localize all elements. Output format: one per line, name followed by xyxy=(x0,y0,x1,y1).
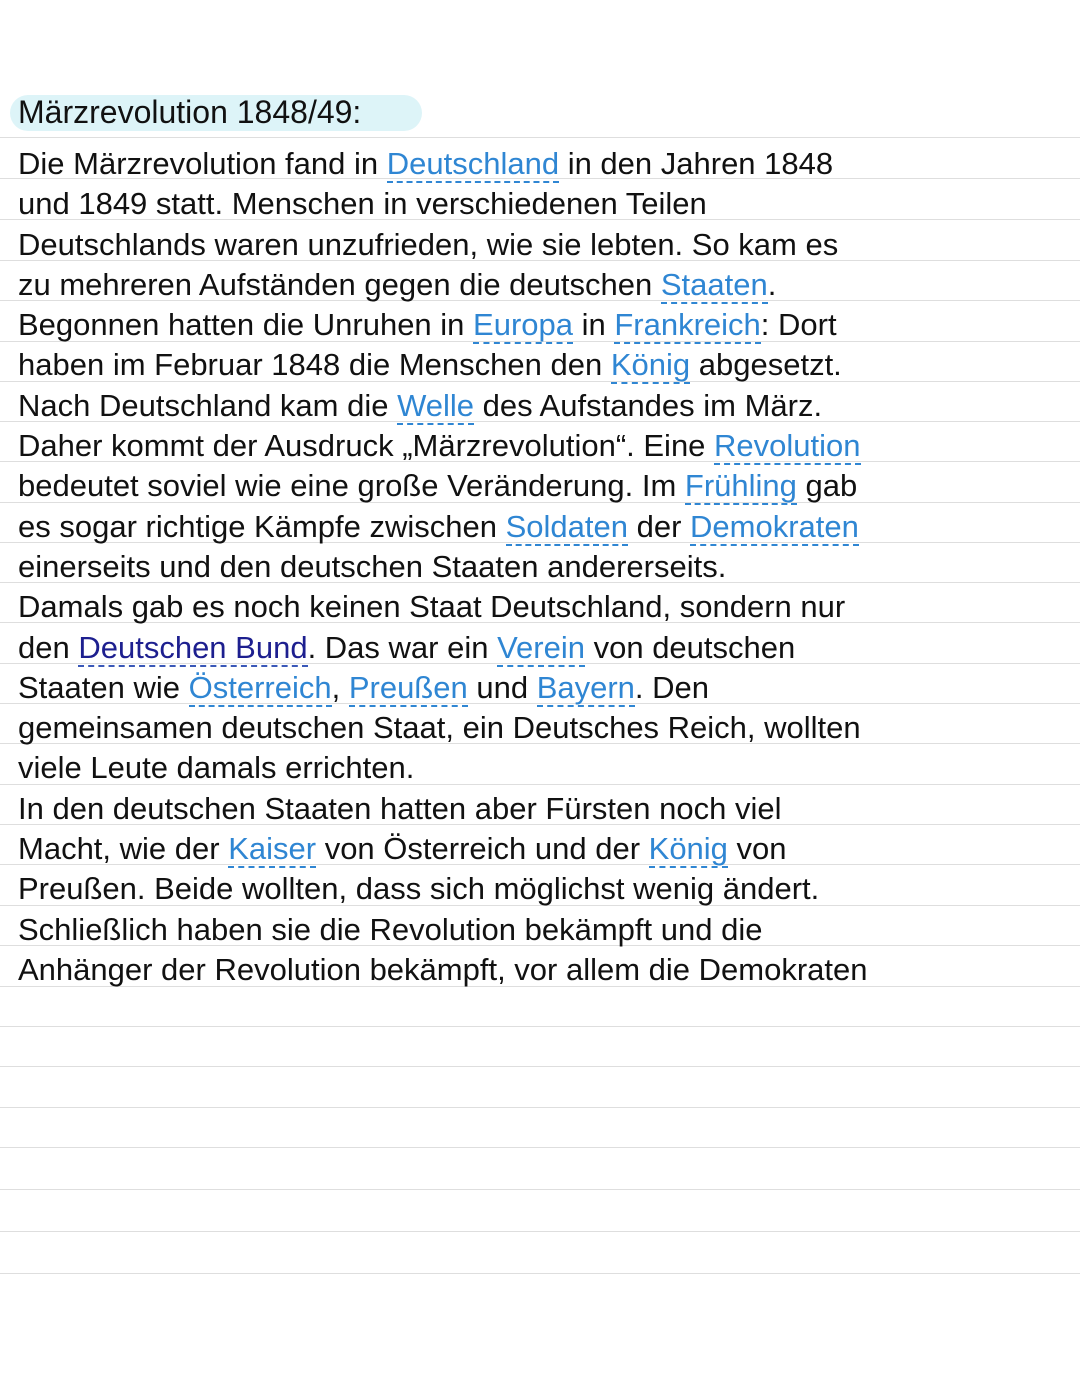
glossary-link[interactable]: Österreich xyxy=(188,669,332,705)
body-text xyxy=(18,144,1068,990)
text-segment: Nach Deutschland kam die xyxy=(18,387,398,423)
glossary-link[interactable]: König xyxy=(610,347,691,383)
text-segment: haben im Februar 1848 die Menschen den xyxy=(18,347,611,383)
glossary-link[interactable]: Revolution xyxy=(714,428,861,464)
text-segment: Preußen. Beide wollten, dass sich möglichst wenig ändert. xyxy=(18,871,820,907)
text-line xyxy=(18,386,1068,426)
text-line xyxy=(18,628,1068,668)
text-segment: der xyxy=(628,508,691,544)
text-segment: abgesetzt. xyxy=(690,347,842,383)
glossary-link[interactable]: Deutschland xyxy=(386,146,560,181)
page-title: Märzrevolution 1848/49: xyxy=(18,94,362,130)
text-line xyxy=(18,466,1068,506)
glossary-link[interactable]: Kaiser xyxy=(228,831,317,867)
text-line xyxy=(18,668,1068,708)
text-segment: zu mehreren Aufständen gegen die deutschen xyxy=(18,266,661,302)
text-segment: von xyxy=(727,831,787,867)
text-segment: Staaten wie xyxy=(18,669,189,705)
ruled-line xyxy=(0,137,1080,138)
text-segment: in den Jahren 1848 xyxy=(559,146,834,181)
text-segment: von deutschen xyxy=(584,629,796,665)
text-line xyxy=(18,225,1068,265)
glossary-link[interactable]: Bayern xyxy=(536,669,635,705)
text-segment: In den deutschen Staaten hatten aber Fürsten noch viel xyxy=(18,790,782,826)
ruled-line xyxy=(0,1147,1080,1148)
text-segment: des Aufstandes im März. xyxy=(474,387,823,423)
text-line xyxy=(18,708,1068,748)
text-segment: , xyxy=(331,669,349,705)
text-segment: einerseits und den deutschen Staaten andererseits. xyxy=(18,548,727,584)
text-segment: bedeutet soviel wie eine große Veränderung. Im xyxy=(18,468,685,504)
text-segment: . Das war ein xyxy=(307,629,498,665)
text-segment: : Dort xyxy=(760,307,837,343)
ruled-line xyxy=(0,1107,1080,1108)
text-segment: in xyxy=(573,307,615,343)
ruled-line xyxy=(0,1189,1080,1190)
text-line xyxy=(18,265,1068,305)
text-line xyxy=(18,547,1068,587)
text-segment: Anhänger der Revolution bekämpft, vor allem die Demokraten xyxy=(18,951,868,987)
text-line xyxy=(18,184,1068,224)
ruled-line xyxy=(0,1066,1080,1067)
glossary-link[interactable]: Deutschen Bund xyxy=(78,629,308,665)
text-segment: . xyxy=(767,266,777,302)
text-segment: gab xyxy=(796,468,858,504)
glossary-link[interactable]: Europa xyxy=(473,307,573,343)
text-line xyxy=(18,789,1068,829)
text-line xyxy=(18,587,1068,627)
text-segment: viele Leute damals errichten. xyxy=(18,750,415,786)
text-line xyxy=(18,829,1068,869)
text-segment: von Österreich und der xyxy=(316,831,649,867)
glossary-link[interactable]: Preußen xyxy=(348,669,468,705)
glossary-link[interactable]: Demokraten xyxy=(690,508,859,544)
glossary-link[interactable]: Welle xyxy=(397,387,475,423)
glossary-link[interactable]: Verein xyxy=(497,629,585,665)
text-segment: Daher kommt der Ausdruck „Märzrevolution“. Eine xyxy=(18,428,715,464)
glossary-link[interactable]: Soldaten xyxy=(505,508,629,544)
text-segment: es sogar richtige Kämpfe zwischen xyxy=(18,508,506,544)
text-segment: Die Märzrevolution fand in xyxy=(18,146,387,181)
text-segment: und xyxy=(467,669,537,705)
text-segment: und 1849 statt. Menschen in verschiedenen Teilen xyxy=(18,186,707,222)
text-line xyxy=(18,507,1068,547)
text-segment: Begonnen hatten die Unruhen in xyxy=(18,307,474,343)
text-segment: . Den xyxy=(634,669,710,705)
text-segment: Deutschlands waren unzufrieden, wie sie lebten. So kam es xyxy=(18,226,839,262)
text-line xyxy=(18,144,1068,184)
ruled-line xyxy=(0,1026,1080,1027)
text-line xyxy=(18,345,1068,385)
glossary-link[interactable]: Staaten xyxy=(660,266,768,302)
text-line xyxy=(18,950,1068,990)
text-segment: Schließlich haben sie die Revolution bekämpft und die xyxy=(18,911,763,947)
text-segment: Damals gab es noch keinen Staat Deutschland, sondern nur xyxy=(18,589,846,625)
ruled-line xyxy=(0,1273,1080,1274)
text-line xyxy=(18,910,1068,950)
text-segment: gemeinsamen deutschen Staat, ein Deutsches Reich, wollten xyxy=(18,710,861,746)
glossary-link[interactable]: Frühling xyxy=(684,468,797,504)
glossary-link[interactable]: Frankreich xyxy=(614,307,761,343)
text-line xyxy=(18,748,1068,788)
text-line xyxy=(18,426,1068,466)
text-segment: Macht, wie der xyxy=(18,831,229,867)
text-line xyxy=(18,869,1068,909)
ruled-line xyxy=(0,1231,1080,1232)
text-segment: den xyxy=(18,629,79,665)
glossary-link[interactable]: König xyxy=(648,831,728,867)
text-line xyxy=(18,305,1068,345)
